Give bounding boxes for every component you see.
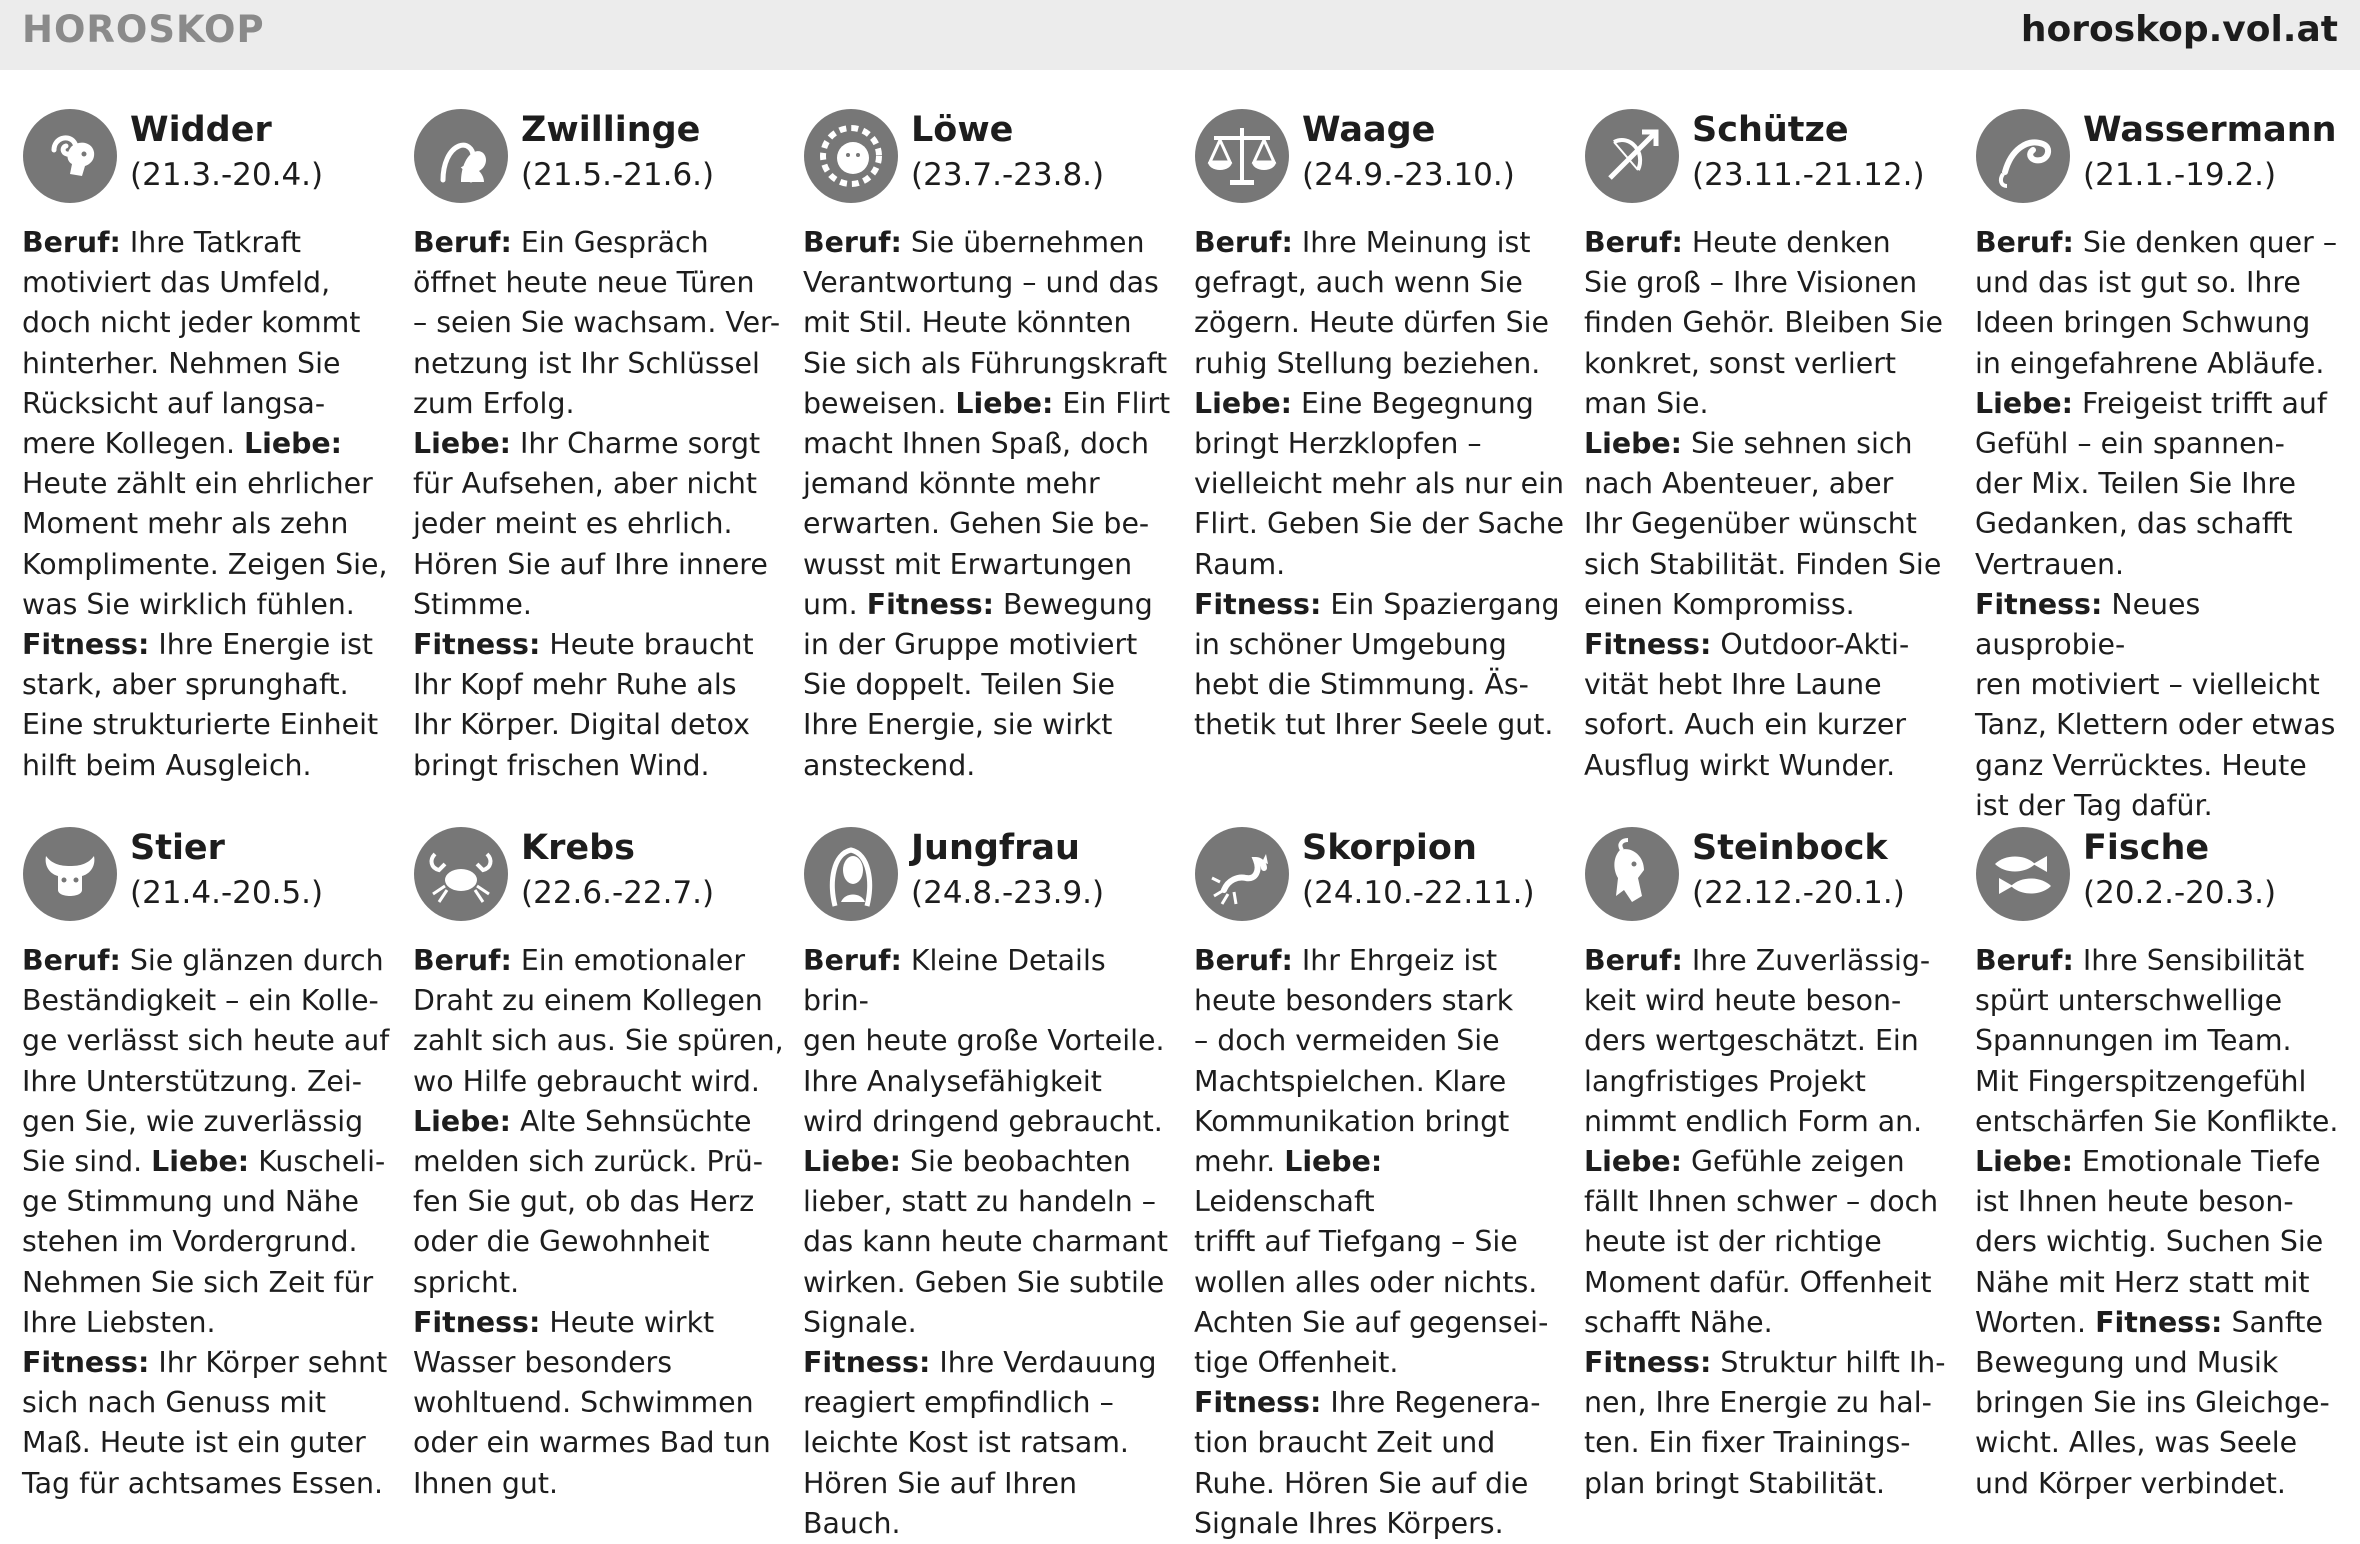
horoscope-text: beweisen. xyxy=(803,386,956,420)
horoscope-text: spricht. xyxy=(413,1265,520,1299)
horoscope-text: was Sie wirklich fühlen. xyxy=(22,587,355,621)
horoscope-text: wohltuend. Schwimmen xyxy=(413,1386,754,1420)
category-label: Beruf: xyxy=(1584,944,1683,977)
category-label: Fitness: xyxy=(1975,587,2103,621)
horoscope-text: Vertrauen. xyxy=(1975,547,2125,581)
horoscope-widder xyxy=(22,108,397,786)
horoscope-text: oder die Gewohnheit xyxy=(413,1225,710,1259)
horoscope-text: Flirt. Geben Sie der Sache xyxy=(1194,507,1565,541)
sign-text xyxy=(803,941,1178,1544)
category-label: Liebe: xyxy=(1284,1145,1383,1179)
sign-dates: (21.5.-21.6.) xyxy=(521,157,715,193)
horoscope-text: Heute braucht xyxy=(540,628,754,662)
horoscope-text: ge verlässt sich heute auf xyxy=(22,1024,390,1058)
sign-text xyxy=(413,941,788,1504)
horoscope-text: melden sich zurück. Prü- xyxy=(413,1145,764,1179)
sign-text xyxy=(1584,223,1959,786)
horoscope-text: Moment dafür. Offenheit xyxy=(1584,1265,1932,1299)
category-label: Fitness: xyxy=(1584,1346,1712,1380)
horoscope-text: Bewegung xyxy=(994,587,1153,621)
lion-icon xyxy=(803,108,899,204)
horoscope-text: Kuscheli- xyxy=(249,1145,386,1179)
horoscope-text: langfristiges Projekt xyxy=(1584,1064,1866,1098)
sign-text xyxy=(413,223,788,786)
goat-icon xyxy=(1584,826,1680,922)
horoscope-text: Ihr Charme sorgt xyxy=(511,427,761,461)
sign-name: Waage xyxy=(1302,110,1436,150)
category-label: Liebe: xyxy=(151,1145,250,1179)
horoscope-text: Outdoor-Akti- xyxy=(1711,628,1910,662)
sign-text xyxy=(22,223,397,786)
sign-header xyxy=(22,826,397,941)
category-label: Liebe: xyxy=(1584,1145,1683,1179)
category-label: Fitness: xyxy=(1194,587,1322,621)
category-label: Liebe: xyxy=(803,1145,902,1179)
horoscope-text: nach Abenteuer, aber xyxy=(1584,467,1894,501)
horoscope-lwe xyxy=(803,108,1178,786)
horoscope-text: zum Erfolg. xyxy=(413,386,575,420)
sign-text xyxy=(1975,941,2350,1504)
sign-dates: (23.11.-21.12.) xyxy=(1692,157,1925,193)
category-label: Beruf: xyxy=(1194,944,1293,977)
horoscope-text: – seien Sie wachsam. Ver- xyxy=(413,306,781,340)
horoscope-text: ren motiviert – vielleicht xyxy=(1975,668,2320,702)
horoscope-text: fen Sie gut, ob das Herz xyxy=(413,1185,755,1219)
horoscope-zwillinge xyxy=(413,108,788,786)
horoscope-text: stehen im Vordergrund. xyxy=(22,1225,358,1259)
virgin-icon xyxy=(803,826,899,922)
horoscope-text: Eine Begegnung xyxy=(1292,386,1534,420)
horoscope-text: zahlt sich aus. Sie spüren, xyxy=(413,1024,784,1058)
sign-dates: (22.12.-20.1.) xyxy=(1692,875,1905,911)
horoscope-text: Nehmen Sie sich Zeit für xyxy=(22,1265,374,1299)
horoscope-text: jemand könnte mehr xyxy=(803,467,1100,501)
horoscope-text: tion braucht Zeit und xyxy=(1194,1426,1496,1460)
sign-name: Steinbock xyxy=(1692,828,1888,868)
horoscope-text: Sie sind. xyxy=(22,1145,152,1179)
category-label: Beruf: xyxy=(1975,226,2074,259)
horoscope-text: ansteckend. xyxy=(803,748,976,782)
horoscope-text: Ihr Körper. Digital detox xyxy=(413,708,750,742)
category-label: Liebe: xyxy=(1194,386,1293,420)
horoscope-wassermann xyxy=(1975,108,2350,826)
sign-name: Löwe xyxy=(911,110,1014,150)
horoscope-text: wo Hilfe gebraucht wird. xyxy=(413,1064,760,1098)
horoscope-text: Stimme. xyxy=(413,587,532,621)
category-label: Beruf: xyxy=(1584,226,1683,259)
horoscope-text: Heute wirkt xyxy=(540,1305,715,1339)
sign-dates: (22.6.-22.7.) xyxy=(521,875,715,911)
sign-dates: (24.10.-22.11.) xyxy=(1302,875,1535,911)
category-label: Liebe: xyxy=(413,1104,512,1138)
category-label: Fitness: xyxy=(22,628,150,662)
horoscope-text: Sie beobachten xyxy=(901,1145,1131,1179)
horoscope-text: nimmt endlich Form an. xyxy=(1584,1104,1923,1138)
horoscope-fische xyxy=(1975,826,2350,1504)
horoscope-waage xyxy=(1194,108,1569,746)
sign-text xyxy=(1975,223,2350,826)
horoscope-text: Freigeist trifft auf xyxy=(2073,386,2327,420)
horoscope-text: Ein Spaziergang xyxy=(1321,587,1560,621)
sign-name: Widder xyxy=(130,110,272,150)
horoscope-text: Moment mehr als zehn xyxy=(22,507,349,541)
twins-icon xyxy=(413,108,509,204)
horoscope-text: sich nach Genuss mit xyxy=(22,1386,327,1420)
category-label: Liebe: xyxy=(955,386,1054,420)
sign-text xyxy=(1194,941,1569,1544)
horoscope-text: Kommunikation bringt xyxy=(1194,1104,1510,1138)
sign-name: Fische xyxy=(2083,828,2210,868)
horoscope-text: netzung ist Ihr Schlüssel xyxy=(413,346,760,380)
sign-header xyxy=(1975,108,2350,223)
horoscope-text: wollen alles oder nichts. xyxy=(1194,1265,1538,1299)
horoscope-text: Ihre Energie ist xyxy=(149,628,374,662)
horoscope-text: gen heute große Vorteile. xyxy=(803,1024,1165,1058)
category-label: Fitness: xyxy=(413,1305,541,1339)
horoscope-text: ders wertgeschätzt. Ein xyxy=(1584,1024,1919,1058)
sign-header xyxy=(1975,826,2350,941)
horoscope-text: Spannungen im Team. xyxy=(1975,1024,2292,1058)
horoscope-text: Hören Sie auf Ihre innere xyxy=(413,547,768,581)
horoscope-text: mehr. xyxy=(1194,1145,1285,1179)
horoscope-text: finden Gehör. Bleiben Sie xyxy=(1584,306,1943,340)
horoscope-text: Kleine Details brin- xyxy=(803,944,1106,1018)
sign-dates: (20.2.-20.3.) xyxy=(2083,875,2277,911)
horoscope-text: hilft beim Ausgleich. xyxy=(22,748,312,782)
horoscope-text: Gedanken, das schafft xyxy=(1975,507,2293,541)
sign-name: Skorpion xyxy=(1302,828,1477,868)
horoscope-text: Leidenschaft xyxy=(1194,1185,1375,1219)
horoscope-text: mit Stil. Heute könnten xyxy=(803,306,1132,340)
horoscope-text: erwarten. Gehen Sie be- xyxy=(803,507,1150,541)
sign-header xyxy=(803,108,1178,223)
horoscope-text: wicht. Alles, was Seele xyxy=(1975,1426,2298,1460)
horoscope-skorpion xyxy=(1194,826,1569,1544)
sign-text xyxy=(1584,941,1959,1504)
sign-header xyxy=(803,826,1178,941)
horoscope-text: leichte Kost ist ratsam. xyxy=(803,1426,1129,1460)
horoscope-text: Verantwortung – und das xyxy=(803,266,1159,300)
sign-dates: (21.1.-19.2.) xyxy=(2083,157,2277,193)
horoscope-text: Signale Ihres Körpers. xyxy=(1194,1506,1504,1540)
horoscope-text: lieber, statt zu handeln – xyxy=(803,1185,1156,1219)
horoscope-text: man Sie. xyxy=(1584,386,1709,420)
horoscope-text: Ihnen gut. xyxy=(413,1466,559,1500)
horoscope-text: ders wichtig. Suchen Sie xyxy=(1975,1225,2324,1259)
horoscope-text: Ihre Meinung ist xyxy=(1292,226,1531,259)
horoscope-text: fällt Ihnen schwer – doch xyxy=(1584,1185,1939,1219)
horoscope-text: Nähe mit Herz statt mit xyxy=(1975,1265,2310,1299)
horoscope-text: macht Ihnen Spaß, doch xyxy=(803,427,1150,461)
horoscope-text: schafft Nähe. xyxy=(1584,1305,1773,1339)
horoscope-text: bringt frischen Wind. xyxy=(413,748,710,782)
horoscope-text: für Aufsehen, aber nicht xyxy=(413,467,758,501)
header-bar xyxy=(0,0,2360,70)
sign-text xyxy=(803,223,1178,786)
horoscope-text: Sie groß – Ihre Visionen xyxy=(1584,266,1918,300)
horoscope-text: ganz Verrücktes. Heute xyxy=(1975,748,2307,782)
category-label: Liebe: xyxy=(1584,427,1683,461)
horoscope-text: gefragt, auch wenn Sie xyxy=(1194,266,1523,300)
horoscope-text: nen, Ihre Energie zu hal- xyxy=(1584,1386,1932,1420)
horoscope-text: Mit Fingerspitzengefühl xyxy=(1975,1064,2307,1098)
horoscope-text: jeder meint es ehrlich. xyxy=(413,507,733,541)
horoscope-text: – doch vermeiden Sie xyxy=(1194,1024,1500,1058)
horoscope-stier xyxy=(22,826,397,1504)
horoscope-text: und das ist gut so. Ihre xyxy=(1975,266,2301,300)
sign-header xyxy=(1584,826,1959,941)
category-label: Fitness: xyxy=(1194,1386,1322,1420)
horoscope-text: doch nicht jeder kommt xyxy=(22,306,361,340)
horoscope-text: hebt die Stimmung. Äs- xyxy=(1194,668,1529,702)
horoscope-text: Machtspielchen. Klare xyxy=(1194,1064,1507,1098)
horoscope-text: Draht zu einem Kollegen xyxy=(413,984,763,1018)
horoscope-text: Ihre Regenera- xyxy=(1321,1386,1541,1420)
category-label: Liebe: xyxy=(1975,386,2074,420)
horoscope-text: Ihre Unterstützung. Zei- xyxy=(22,1064,363,1098)
sign-dates: (21.4.-20.5.) xyxy=(130,875,324,911)
horoscope-text: heute besonders stark xyxy=(1194,984,1514,1018)
horoscope-text: ge Stimmung und Nähe xyxy=(22,1185,360,1219)
horoscope-text: Sie glänzen durch xyxy=(120,944,384,977)
horoscope-text: heute ist der richtige xyxy=(1584,1225,1882,1259)
horoscope-text: stark, aber sprunghaft. xyxy=(22,668,349,702)
horoscope-text: Tanz, Klettern oder etwas xyxy=(1975,708,2336,742)
horoscope-text: Raum. xyxy=(1194,547,1286,581)
category-label: Beruf: xyxy=(803,944,902,977)
horoscope-text: hinterher. Nehmen Sie xyxy=(22,346,341,380)
horoscope-text: Ihre Zuverlässig- xyxy=(1682,944,1931,977)
horoscope-text: motiviert das Umfeld, xyxy=(22,266,331,300)
horoscope-text: um. xyxy=(803,587,867,621)
horoscope-text: Tag für achtsames Essen. xyxy=(22,1466,384,1500)
site-url[interactable]: horoskop.vol.at xyxy=(2020,9,2338,50)
crab-icon xyxy=(413,826,509,922)
horoscope-text: Worten. xyxy=(1975,1305,2096,1339)
horoscope-text: einen Kompromiss. xyxy=(1584,587,1855,621)
horoscope-text: keit wird heute beson- xyxy=(1584,984,1902,1018)
horoscope-text: Wasser besonders xyxy=(413,1346,672,1380)
horoscope-text: bringen Sie ins Gleichge- xyxy=(1975,1386,2330,1420)
horoscope-text: Ihr Ehrgeiz ist xyxy=(1292,944,1498,977)
sign-header xyxy=(1194,108,1569,223)
category-label: Liebe: xyxy=(1975,1145,2074,1179)
horoscope-text: thetik tut Ihrer Seele gut. xyxy=(1194,708,1554,742)
horoscope-text: plan bringt Stabilität. xyxy=(1584,1466,1885,1500)
category-label: Beruf: xyxy=(1975,944,2074,977)
horoscope-text: ruhig Stellung beziehen. xyxy=(1194,346,1541,380)
section-title: HOROSKOP xyxy=(22,8,265,51)
horoscope-text: Sie sehnen sich xyxy=(1682,427,1913,461)
category-label: Beruf: xyxy=(22,944,121,977)
horoscope-text: Emotionale Tiefe xyxy=(2073,1145,2321,1179)
category-label: Fitness: xyxy=(2095,1305,2223,1339)
horoscope-schtze xyxy=(1584,108,1959,786)
horoscope-text: Ein Gespräch xyxy=(511,226,709,259)
horoscope-text: Alte Sehnsüchte xyxy=(511,1104,752,1138)
horoscope-text: sofort. Auch ein kurzer xyxy=(1584,708,1907,742)
horoscope-text: Heute zählt ein ehrlicher xyxy=(22,467,373,501)
category-label: Liebe: xyxy=(244,427,343,461)
horoscope-text: sich Stabilität. Finden Sie xyxy=(1584,547,1942,581)
sign-header xyxy=(1194,826,1569,941)
horoscope-text: Bauch. xyxy=(803,1506,901,1540)
horoscope-text: wird dringend gebraucht. xyxy=(803,1104,1163,1138)
sign-dates: (24.8.-23.9.) xyxy=(911,875,1105,911)
horoscope-text: tige Offenheit. xyxy=(1194,1346,1399,1380)
horoscope-text: Ihr Körper sehnt xyxy=(149,1346,388,1380)
category-label: Fitness: xyxy=(866,587,995,621)
horoscope-text: gen Sie, wie zuverlässig xyxy=(22,1104,364,1138)
horoscope-text: Ihr Gegenüber wünscht xyxy=(1584,507,1917,541)
archer-icon xyxy=(1584,108,1680,204)
sign-header xyxy=(413,826,788,941)
sign-dates: (21.3.-20.4.) xyxy=(130,157,324,193)
horoscope-text: konkret, sonst verliert xyxy=(1584,346,1897,380)
horoscope-text: Ihr Kopf mehr Ruhe als xyxy=(413,668,737,702)
horoscope-text: Neues ausprobie- xyxy=(1975,587,2201,662)
horoscope-jungfrau xyxy=(803,826,1178,1544)
horoscope-text: Ihre Verdauung xyxy=(930,1346,1157,1380)
horoscope-text: in eingefahrene Abläufe. xyxy=(1975,346,2325,380)
horoscope-text: Beständigkeit – ein Kolle- xyxy=(22,984,379,1018)
water-bearer-icon xyxy=(1975,108,2071,204)
horoscope-text: Ausflug wirkt Wunder. xyxy=(1584,748,1896,782)
horoscope-text: ist Ihnen heute beson- xyxy=(1975,1185,2294,1219)
horoscope-text: Gefühle zeigen xyxy=(1682,1145,1905,1179)
sign-text xyxy=(22,941,397,1504)
horoscope-krebs xyxy=(413,826,788,1504)
horoscope-text: ist der Tag dafür. xyxy=(1975,788,2213,822)
horoscope-text: Achten Sie auf gegensei- xyxy=(1194,1305,1549,1339)
horoscope-text: in der Gruppe motiviert xyxy=(803,628,1138,662)
category-label: Liebe: xyxy=(413,427,512,461)
ram-icon xyxy=(22,108,118,204)
horoscope-text: der Mix. Teilen Sie Ihre xyxy=(1975,467,2296,501)
horoscope-text: Sie übernehmen xyxy=(901,226,1145,259)
horoscope-text: in schöner Umgebung xyxy=(1194,628,1507,662)
horoscope-text: oder ein warmes Bad tun xyxy=(413,1426,771,1460)
sign-header xyxy=(22,108,397,223)
horoscope-text: Hören Sie auf Ihren xyxy=(803,1466,1077,1500)
horoscope-text: Sie sich als Führungskraft xyxy=(803,346,1168,380)
horoscope-text: Ihre Analysefähigkeit xyxy=(803,1064,1102,1098)
horoscope-text: Ruhe. Hören Sie auf die xyxy=(1194,1466,1529,1500)
horoscope-text: Sanfte xyxy=(2222,1305,2323,1339)
scorpion-icon xyxy=(1194,826,1290,922)
horoscope-steinbock xyxy=(1584,826,1959,1504)
horoscope-text: wusst mit Erwartungen xyxy=(803,547,1133,581)
horoscope-text: Sie doppelt. Teilen Sie xyxy=(803,668,1115,702)
horoscope-text: Ideen bringen Schwung xyxy=(1975,306,2311,340)
horoscope-text: entschärfen Sie Konflikte. xyxy=(1975,1104,2339,1138)
horoscope-text: spürt unterschwellige xyxy=(1975,984,2283,1018)
horoscope-text: das kann heute charmant xyxy=(803,1225,1169,1259)
sign-header xyxy=(413,108,788,223)
horoscope-text: Ihre Liebsten. xyxy=(22,1305,216,1339)
horoscope-text: Bewegung und Musik xyxy=(1975,1346,2279,1380)
horoscope-text: mere Kollegen. xyxy=(22,427,245,461)
horoscope-text: Sie denken quer – xyxy=(2073,226,2338,259)
horoscope-text: wirken. Geben Sie subtile xyxy=(803,1265,1165,1299)
horoscope-text: öffnet heute neue Türen xyxy=(413,266,755,300)
horoscope-text: Ein emotionaler xyxy=(511,944,745,977)
sign-text xyxy=(1194,223,1569,746)
sign-dates: (24.9.-23.10.) xyxy=(1302,157,1515,193)
horoscope-text: Gefühl – ein spannen- xyxy=(1975,427,2285,461)
horoscope-text: vielleicht mehr als nur ein xyxy=(1194,467,1564,501)
horoscope-text: bringt Herzklopfen – xyxy=(1194,427,1482,461)
horoscope-text: Maß. Heute ist ein guter xyxy=(22,1426,366,1460)
category-label: Fitness: xyxy=(1584,628,1712,662)
horoscope-text: reagiert empfindlich – xyxy=(803,1386,1114,1420)
horoscope-text: und Körper verbindet. xyxy=(1975,1466,2286,1500)
sign-name: Schütze xyxy=(1692,110,1849,150)
horoscope-text: Ihre Tatkraft xyxy=(120,226,302,259)
category-label: Fitness: xyxy=(803,1346,931,1380)
sign-name: Krebs xyxy=(521,828,636,868)
sign-name: Zwillinge xyxy=(521,110,701,150)
category-label: Beruf: xyxy=(413,226,512,259)
sign-name: Jungfrau xyxy=(911,828,1080,868)
horoscope-text: Heute denken xyxy=(1682,226,1891,259)
horoscope-text: Signale. xyxy=(803,1305,917,1339)
category-label: Beruf: xyxy=(803,226,902,259)
horoscope-text: vität hebt Ihre Laune xyxy=(1584,668,1882,702)
horoscope-text: zögern. Heute dürfen Sie xyxy=(1194,306,1549,340)
bull-icon xyxy=(22,826,118,922)
sign-name: Stier xyxy=(130,828,225,868)
category-label: Beruf: xyxy=(22,226,121,259)
horoscope-text: Ihre Energie, sie wirkt xyxy=(803,708,1113,742)
fish-icon xyxy=(1975,826,2071,922)
category-label: Fitness: xyxy=(413,628,541,662)
category-label: Beruf: xyxy=(413,944,512,977)
scales-icon xyxy=(1194,108,1290,204)
horoscope-text: Rücksicht auf langsa- xyxy=(22,386,326,420)
horoscope-text: Struktur hilft Ih- xyxy=(1711,1346,1946,1380)
horoscope-text: ten. Ein fixer Trainings- xyxy=(1584,1426,1911,1460)
category-label: Beruf: xyxy=(1194,226,1293,259)
horoscope-text: Komplimente. Zeigen Sie, xyxy=(22,547,388,581)
horoscope-text: Ein Flirt xyxy=(1053,386,1171,420)
horoscope-text: trifft auf Tiefgang – Sie xyxy=(1194,1225,1518,1259)
sign-name: Wassermann xyxy=(2083,110,2337,150)
horoscope-text: Eine strukturierte Einheit xyxy=(22,708,379,742)
sign-header xyxy=(1584,108,1959,223)
sign-dates: (23.7.-23.8.) xyxy=(911,157,1105,193)
category-label: Fitness: xyxy=(22,1346,150,1380)
horoscope-text: Ihre Sensibilität xyxy=(2073,944,2305,977)
